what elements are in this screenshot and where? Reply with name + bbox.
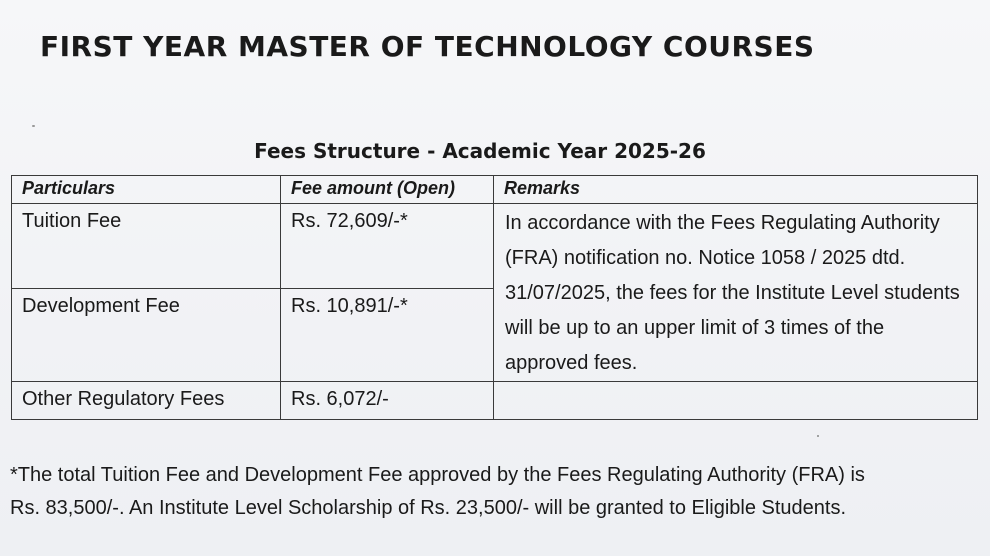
scan-speck [32,125,35,127]
table-row [12,382,978,420]
particular-cell: Other Regulatory Fees [12,382,281,420]
amount-cell: Rs. 72,609/-* [281,204,494,289]
page-title: FIRST YEAR MASTER OF TECHNOLOGY COURSES [40,30,815,63]
header-fee-amount: Fee amount (Open) [281,176,494,204]
footnote-line: *The total Tuition Fee and Development Fee approved by the Fees Regulating Authority (FRA) is [10,464,865,486]
table-caption: Fees Structure - Academic Year 2025-26 [254,139,706,163]
header-remarks: Remarks [494,176,978,204]
table-row [12,204,978,289]
footnote-line: Rs. 83,500/-. An Institute Level Scholarship of Rs. 23,500/- will be granted to Eligible Students. [10,497,847,519]
footnote [10,459,980,525]
scan-speck [817,435,819,437]
amount-cell: Rs. 6,072/- [281,382,494,420]
table-header-row [12,176,978,204]
header-particulars: Particulars [12,176,281,204]
particular-cell: Tuition Fee [12,204,281,289]
empty-remarks-cell [494,382,978,420]
remarks-cell [494,204,978,382]
remarks-text: In accordance with the Fees Regulating Authority (FRA) notification no. Notice 1058 / 2025 dtd. 31/07/2025, the fees for the Institute Level students will be up to an upper limit of 3 times of the approved fees. [505,212,960,374]
fees-table [11,175,978,420]
amount-cell: Rs. 10,891/-* [281,289,494,382]
particular-cell: Development Fee [12,289,281,382]
